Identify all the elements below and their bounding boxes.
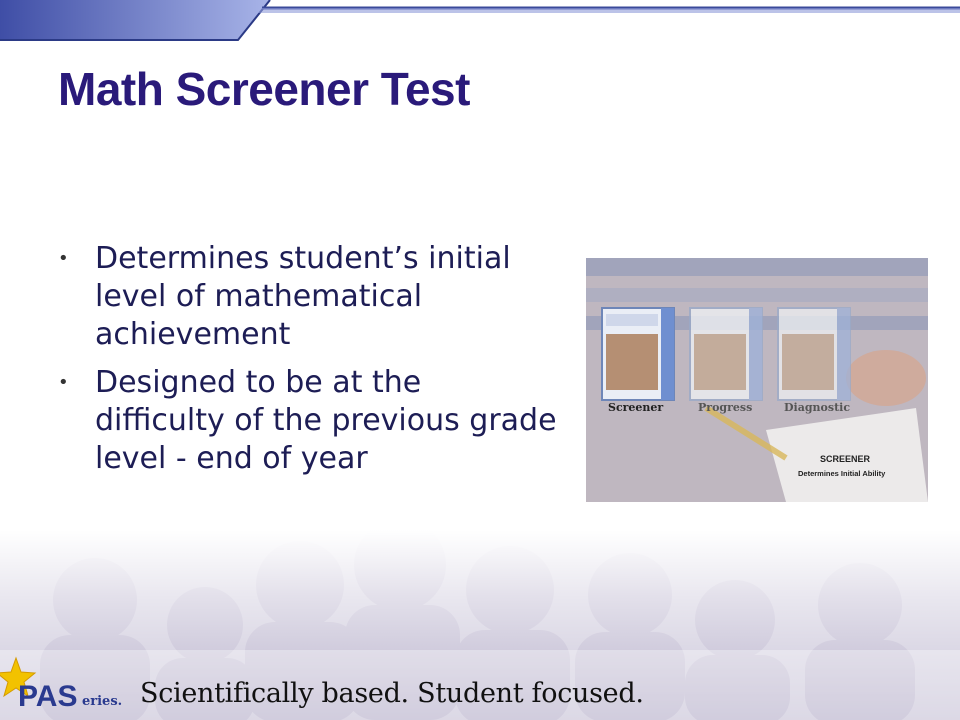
bullet-list	[58, 240, 558, 488]
logo-main: PAS	[18, 680, 78, 713]
header-bar	[0, 0, 960, 42]
bullet-item	[58, 240, 558, 354]
footer-tagline: Scientifically based. Student focused.	[140, 678, 644, 709]
book-progress	[690, 308, 762, 400]
bullet-item	[58, 364, 558, 478]
screener-product-image	[586, 258, 928, 502]
book-label-screener: Screener	[608, 401, 664, 414]
book-label-diagnostic: Diagnostic	[784, 401, 851, 414]
paseries-logo	[0, 652, 140, 720]
sheet-subtitle: Determines Initial Ability	[798, 469, 886, 478]
book-diagnostic	[778, 308, 850, 400]
slide-title: Math Screener Test	[58, 63, 470, 115]
bullet-text: Designed to be at the difficulty of the previous grade level - end of year	[95, 365, 557, 476]
book-screener	[602, 308, 674, 400]
logo-suffix: eries.	[82, 694, 123, 709]
sheet-title: SCREENER	[820, 454, 871, 464]
bullet-dot-icon: •	[58, 372, 69, 393]
bullet-dot-icon: •	[58, 248, 69, 269]
bullet-text: Determines student’s initial level of mathematical achievement	[95, 241, 511, 352]
book-label-progress: Progress	[698, 401, 753, 414]
